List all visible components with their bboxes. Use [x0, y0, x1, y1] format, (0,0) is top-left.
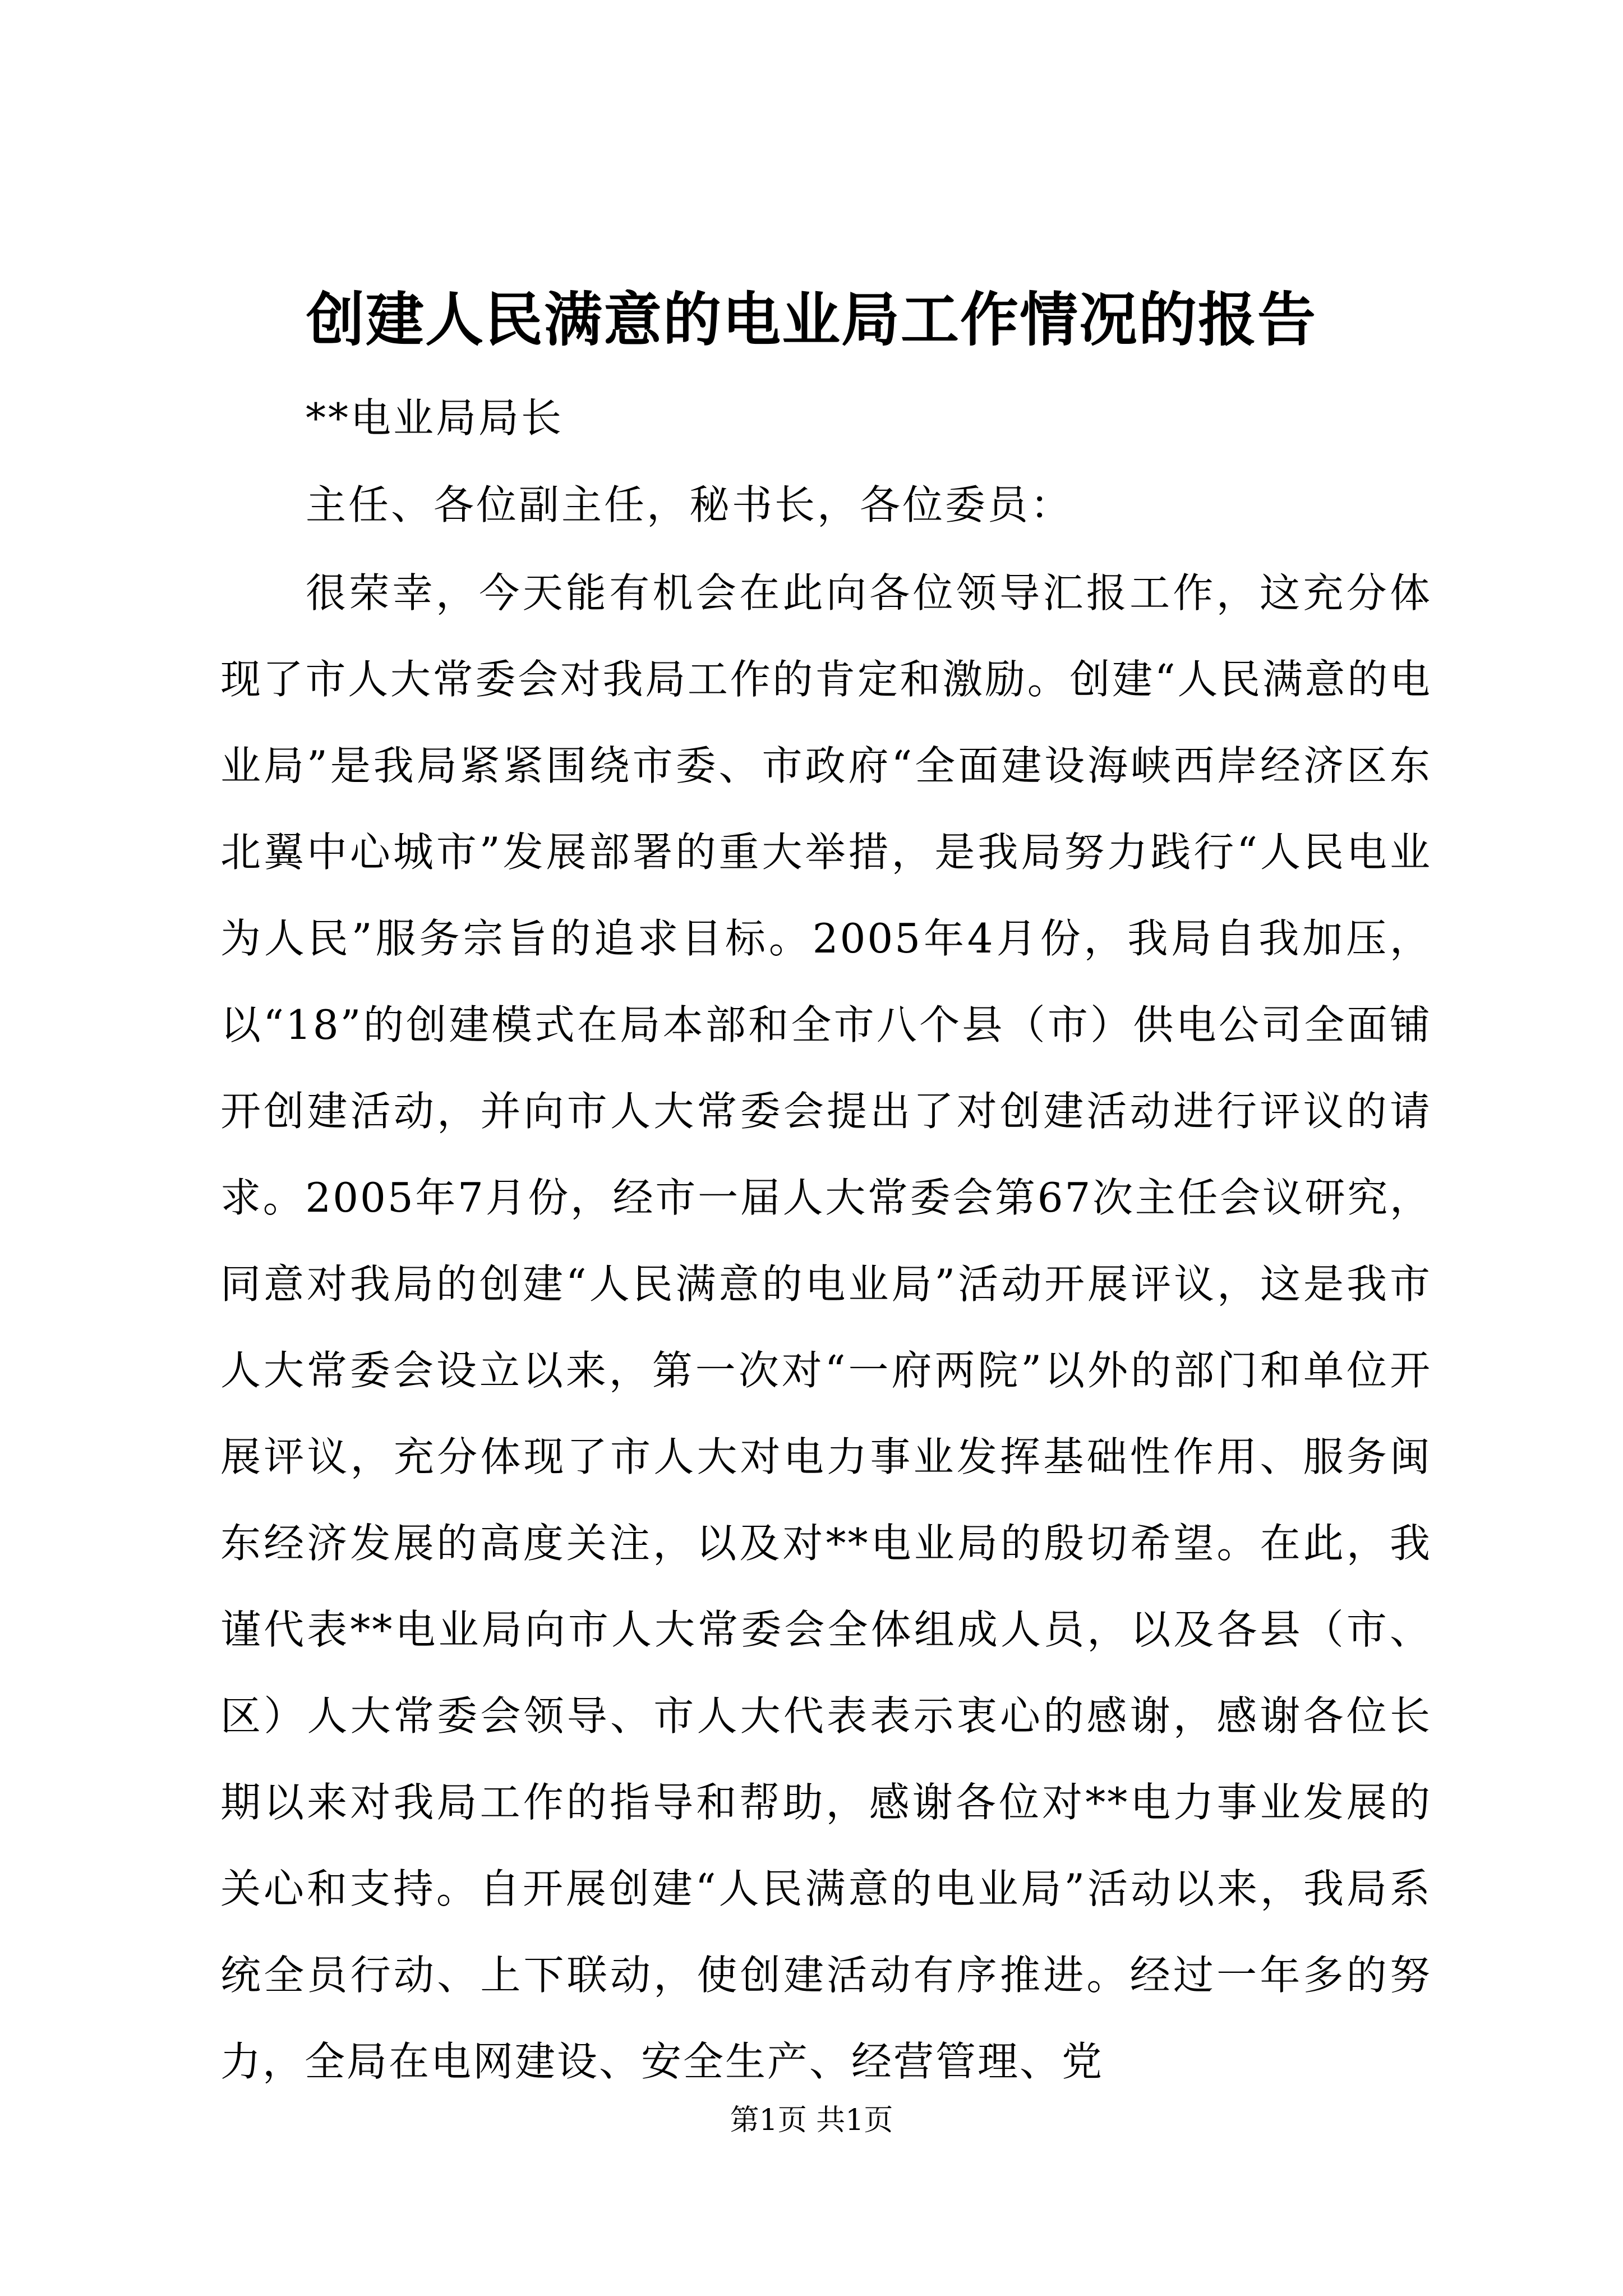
document-title: 创建人民满意的电业局工作情况的报告: [306, 285, 1317, 354]
page-footer: 第1页 共1页: [730, 2104, 893, 2137]
body-paragraph: 很荣幸，今天能有机会在此向各位领导汇报工作，这充分体现了市人大常委会对我局工作的肯定和激励。创建“人民满意的电业局”是我局紧紧围绕市委、市政府“全面建设海峡西岸经济区东北翼中心城市”发展部署的重大举措，是我局努力践行“人民电业为人民”服务宗旨的追求目标。2005年4月份，我局自我加压，以“18”的创建模式在局本部和全市八个县（市）供电公司全面铺开创建活动，并向市人大常委会提出了对创建活动进行评议的请求。2005年7月份，经市一届人大常委会第67次主任会议研究，同意对我局的创建“人民满意的电业局”活动开展评议，这是我市人大常委会设立以来，第一次对“一府两院”以外的部门和单位开展评议，充分体现了市人大对电力事业发挥基础性作用、服务闽东经济发展的高度关注，以及对**电业局的殷切希望。在此，我谨代表**电业局向市人大常委会全体组成人员，以及各县（市、区）人大常委会领导、市人大代表表示衷心的感谢，感谢各位长期以来对我局工作的指导和帮助，感谢各位对**电力事业发展的关心和支持。自开展创建“人民满意的电业局”活动以来，我局系统全员行动、上下联动，使创建活动有序推进。经过一年多的努力，全局在电网建设、安全生产、经营管理、党: [220, 569, 1432, 2085]
document-author: **电业局局长: [306, 394, 564, 441]
salutation: 主任、各位副主任，秘书长，各位委员：: [306, 481, 1073, 528]
